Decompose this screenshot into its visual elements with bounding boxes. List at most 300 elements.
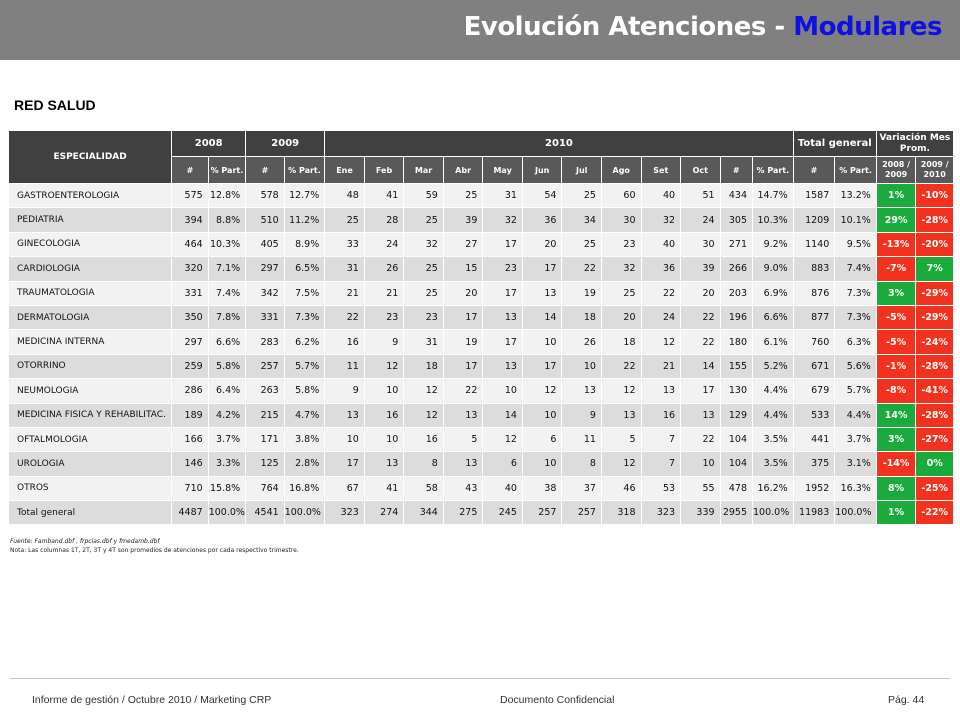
table-row xyxy=(9,354,954,378)
cell-month: 13 xyxy=(443,452,483,476)
cell-variation-v2: -28% xyxy=(916,208,954,232)
cell-month: 23 xyxy=(364,305,404,329)
cell-variation-v2: -25% xyxy=(916,476,954,500)
cell-n2009: 342 xyxy=(246,281,285,305)
cell-month: 20 xyxy=(522,232,562,256)
col-month-feb: Feb xyxy=(364,157,404,184)
row-especialidad: NEUMOLOGIA xyxy=(9,379,172,403)
cell-n2010: 130 xyxy=(720,379,752,403)
cell-variation-v2: -24% xyxy=(916,330,954,354)
cell-ptot: 3.7% xyxy=(835,427,877,451)
cell-p2009: 11.2% xyxy=(284,208,325,232)
cell-n2008: 575 xyxy=(172,184,208,208)
col-especialidad: ESPECIALIDAD xyxy=(9,131,172,184)
cell-p2008: 3.7% xyxy=(208,427,246,451)
cell-month: 5 xyxy=(443,427,483,451)
cell-p2010: 3.5% xyxy=(753,452,794,476)
cell-p2009: 12.7% xyxy=(284,184,325,208)
cell-n2010: 155 xyxy=(720,354,752,378)
cell-p2009: 7.3% xyxy=(284,305,325,329)
cell-ptot: 5.6% xyxy=(835,354,877,378)
cell-p2009: 5.7% xyxy=(284,354,325,378)
cell-month: 46 xyxy=(601,476,641,500)
cell-variation-v1: -14% xyxy=(876,452,916,476)
cell-month: 25 xyxy=(562,232,602,256)
col-month-ago: Ago xyxy=(601,157,641,184)
cell-ptot: 7.3% xyxy=(835,305,877,329)
cell-month: 323 xyxy=(641,501,681,525)
cell-month: 10 xyxy=(681,452,721,476)
cell-month: 257 xyxy=(562,501,602,525)
cell-ptot: 13.2% xyxy=(835,184,877,208)
col-pct-2010: % Part. xyxy=(753,157,794,184)
cell-month: 275 xyxy=(443,501,483,525)
cell-month: 10 xyxy=(562,354,602,378)
table-row xyxy=(9,452,954,476)
cell-month: 22 xyxy=(562,257,602,281)
cell-tot: 533 xyxy=(793,403,835,427)
cell-month: 36 xyxy=(522,208,562,232)
cell-month: 22 xyxy=(601,354,641,378)
cell-month: 19 xyxy=(443,330,483,354)
cell-p2010: 6.6% xyxy=(753,305,794,329)
cell-month: 12 xyxy=(483,427,523,451)
cell-month: 36 xyxy=(641,257,681,281)
cell-ptot: 5.7% xyxy=(835,379,877,403)
table-row xyxy=(9,427,954,451)
cell-p2009: 6.2% xyxy=(284,330,325,354)
cell-n2010: 305 xyxy=(720,208,752,232)
cell-month: 54 xyxy=(522,184,562,208)
col-var-2009-2010: 2009 / 2010 xyxy=(916,157,954,184)
cell-month: 10 xyxy=(325,427,365,451)
col-pct-2009: % Part. xyxy=(284,157,325,184)
cell-month: 22 xyxy=(443,379,483,403)
header-row-1 xyxy=(9,131,954,157)
cell-month: 10 xyxy=(522,330,562,354)
cell-month: 13 xyxy=(443,403,483,427)
cell-month: 23 xyxy=(483,257,523,281)
cell-n2009: 283 xyxy=(246,330,285,354)
col-var-2008-2009: 2008 / 2009 xyxy=(876,157,916,184)
cell-variation-v2: 0% xyxy=(916,452,954,476)
cell-p2010: 6.1% xyxy=(753,330,794,354)
cell-variation-v1: 3% xyxy=(876,281,916,305)
cell-p2008: 3.3% xyxy=(208,452,246,476)
row-especialidad: MEDICINA INTERNA xyxy=(9,330,172,354)
cell-month: 23 xyxy=(601,232,641,256)
row-especialidad: DERMATOLOGIA xyxy=(9,305,172,329)
cell-month: 11 xyxy=(562,427,602,451)
cell-month: 9 xyxy=(325,379,365,403)
cell-month: 48 xyxy=(325,184,365,208)
cell-month: 24 xyxy=(681,208,721,232)
cell-n2008: 259 xyxy=(172,354,208,378)
cell-month: 51 xyxy=(681,184,721,208)
cell-month: 26 xyxy=(562,330,602,354)
cell-month: 17 xyxy=(325,452,365,476)
cell-n2010: 2955 xyxy=(720,501,752,525)
row-especialidad: UROLOGIA xyxy=(9,452,172,476)
row-especialidad: OFTALMOLOGIA xyxy=(9,427,172,451)
cell-month: 6 xyxy=(483,452,523,476)
cell-month: 26 xyxy=(364,257,404,281)
table-row xyxy=(9,305,954,329)
table-row xyxy=(9,476,954,500)
cell-n2008: 4487 xyxy=(172,501,208,525)
row-especialidad: MEDICINA FISICA Y REHABILITAC. xyxy=(9,403,172,427)
table-row xyxy=(9,208,954,232)
cell-month: 14 xyxy=(681,354,721,378)
title-main: Evolución Atenciones - xyxy=(463,12,794,42)
cell-n2009: 4541 xyxy=(246,501,285,525)
cell-variation-v2: -20% xyxy=(916,232,954,256)
cell-n2010: 104 xyxy=(720,452,752,476)
cell-tot: 1209 xyxy=(793,208,835,232)
cell-tot: 877 xyxy=(793,305,835,329)
cell-month: 59 xyxy=(404,184,444,208)
title-accent: Modulares xyxy=(793,12,942,42)
cell-variation-v2: -29% xyxy=(916,305,954,329)
cell-month: 14 xyxy=(483,403,523,427)
cell-month: 14 xyxy=(522,305,562,329)
cell-n2009: 171 xyxy=(246,427,285,451)
cell-ptot: 7.4% xyxy=(835,257,877,281)
cell-month: 16 xyxy=(404,427,444,451)
cell-month: 12 xyxy=(601,452,641,476)
cell-p2009: 8.9% xyxy=(284,232,325,256)
cell-month: 31 xyxy=(325,257,365,281)
cell-p2008: 6.4% xyxy=(208,379,246,403)
cell-n2008: 350 xyxy=(172,305,208,329)
cell-variation-v1: 1% xyxy=(876,501,916,525)
cell-ptot: 6.3% xyxy=(835,330,877,354)
cell-month: 7 xyxy=(641,427,681,451)
cell-n2010: 180 xyxy=(720,330,752,354)
cell-variation-v1: -5% xyxy=(876,330,916,354)
footer-left: Informe de gestión / Octubre 2010 / Marketing CRP xyxy=(32,694,272,706)
table-row xyxy=(9,281,954,305)
cell-month: 257 xyxy=(522,501,562,525)
cell-month: 39 xyxy=(681,257,721,281)
cell-ptot: 3.1% xyxy=(835,452,877,476)
cell-n2008: 166 xyxy=(172,427,208,451)
cell-month: 25 xyxy=(404,257,444,281)
cell-month: 8 xyxy=(404,452,444,476)
cell-variation-v2: -41% xyxy=(916,379,954,403)
cell-n2010: 104 xyxy=(720,427,752,451)
cell-tot: 1952 xyxy=(793,476,835,500)
cell-n2010: 271 xyxy=(720,232,752,256)
row-especialidad: CARDIOLOGIA xyxy=(9,257,172,281)
row-especialidad: PEDIATRIA xyxy=(9,208,172,232)
cell-month: 17 xyxy=(443,354,483,378)
cell-tot: 876 xyxy=(793,281,835,305)
cell-month: 25 xyxy=(404,281,444,305)
cell-month: 27 xyxy=(443,232,483,256)
footer-center: Documento Confidencial xyxy=(500,694,615,706)
cell-month: 15 xyxy=(443,257,483,281)
col-hash-2010: # xyxy=(720,157,752,184)
cell-n2008: 710 xyxy=(172,476,208,500)
cell-variation-v1: -5% xyxy=(876,305,916,329)
cell-month: 12 xyxy=(601,379,641,403)
col-2009: 2009 xyxy=(246,131,325,157)
cell-variation-v1: -8% xyxy=(876,379,916,403)
col-month-jul: Jul xyxy=(562,157,602,184)
col-month-may: May xyxy=(483,157,523,184)
cell-n2009: 263 xyxy=(246,379,285,403)
cell-p2010: 10.3% xyxy=(753,208,794,232)
cell-variation-v2: -28% xyxy=(916,354,954,378)
cell-month: 31 xyxy=(483,184,523,208)
cell-p2008: 6.6% xyxy=(208,330,246,354)
row-especialidad: GINECOLOGIA xyxy=(9,232,172,256)
cell-month: 20 xyxy=(601,305,641,329)
cell-variation-v2: 7% xyxy=(916,257,954,281)
cell-month: 17 xyxy=(522,354,562,378)
cell-month: 10 xyxy=(522,452,562,476)
cell-n2010: 196 xyxy=(720,305,752,329)
cell-p2010: 4.4% xyxy=(753,403,794,427)
cell-month: 22 xyxy=(325,305,365,329)
cell-n2009: 578 xyxy=(246,184,285,208)
cell-month: 22 xyxy=(641,281,681,305)
cell-month: 13 xyxy=(522,281,562,305)
cell-variation-v2: -10% xyxy=(916,184,954,208)
col-hash-2009: # xyxy=(246,157,285,184)
cell-month: 17 xyxy=(483,281,523,305)
cell-month: 18 xyxy=(562,305,602,329)
cell-p2008: 7.8% xyxy=(208,305,246,329)
cell-variation-v1: 1% xyxy=(876,184,916,208)
cell-month: 13 xyxy=(364,452,404,476)
cell-variation-v1: -7% xyxy=(876,257,916,281)
cell-month: 30 xyxy=(681,232,721,256)
cell-n2009: 510 xyxy=(246,208,285,232)
cell-variation-v2: -29% xyxy=(916,281,954,305)
cell-p2008: 8.8% xyxy=(208,208,246,232)
col-2008: 2008 xyxy=(172,131,246,157)
cell-n2008: 331 xyxy=(172,281,208,305)
cell-ptot: 7.3% xyxy=(835,281,877,305)
attendance-table xyxy=(8,130,954,525)
cell-p2009: 4.7% xyxy=(284,403,325,427)
cell-p2010: 9.2% xyxy=(753,232,794,256)
cell-n2008: 464 xyxy=(172,232,208,256)
cell-month: 13 xyxy=(483,354,523,378)
cell-month: 16 xyxy=(641,403,681,427)
cell-month: 6 xyxy=(522,427,562,451)
table-row xyxy=(9,257,954,281)
cell-ptot: 9.5% xyxy=(835,232,877,256)
cell-n2008: 146 xyxy=(172,452,208,476)
cell-p2009: 16.8% xyxy=(284,476,325,500)
cell-p2010: 6.9% xyxy=(753,281,794,305)
page-number: Pág. 44 xyxy=(888,694,925,706)
col-variacion: Variación Mes Prom. xyxy=(876,131,953,157)
cell-month: 40 xyxy=(641,232,681,256)
cell-p2010: 4.4% xyxy=(753,379,794,403)
cell-p2008: 7.4% xyxy=(208,281,246,305)
cell-p2010: 9.0% xyxy=(753,257,794,281)
cell-tot: 441 xyxy=(793,427,835,451)
cell-n2008: 189 xyxy=(172,403,208,427)
cell-month: 22 xyxy=(681,427,721,451)
cell-n2009: 215 xyxy=(246,403,285,427)
cell-month: 24 xyxy=(364,232,404,256)
cell-month: 22 xyxy=(681,305,721,329)
cell-variation-v2: -27% xyxy=(916,427,954,451)
cell-variation-v1: 8% xyxy=(876,476,916,500)
cell-variation-v2: -22% xyxy=(916,501,954,525)
cell-tot: 11983 xyxy=(793,501,835,525)
header-bar xyxy=(0,0,960,60)
cell-month: 13 xyxy=(483,305,523,329)
cell-month: 40 xyxy=(483,476,523,500)
cell-month: 12 xyxy=(404,379,444,403)
cell-p2009: 3.8% xyxy=(284,427,325,451)
row-especialidad: Total general xyxy=(9,501,172,525)
cell-p2010: 14.7% xyxy=(753,184,794,208)
row-especialidad: OTROS xyxy=(9,476,172,500)
col-month-set: Set xyxy=(641,157,681,184)
cell-tot: 1587 xyxy=(793,184,835,208)
footer-divider xyxy=(10,678,950,679)
section-subtitle: RED SALUD xyxy=(14,97,96,113)
cell-month: 22 xyxy=(681,330,721,354)
cell-n2008: 394 xyxy=(172,208,208,232)
cell-month: 18 xyxy=(404,354,444,378)
row-especialidad: OTORRINO xyxy=(9,354,172,378)
col-month-oct: Oct xyxy=(681,157,721,184)
cell-month: 25 xyxy=(443,184,483,208)
cell-ptot: 10.1% xyxy=(835,208,877,232)
col-hash-total: # xyxy=(793,157,835,184)
cell-month: 67 xyxy=(325,476,365,500)
cell-p2009: 7.5% xyxy=(284,281,325,305)
notes xyxy=(10,537,299,555)
table-row xyxy=(9,330,954,354)
cell-tot: 679 xyxy=(793,379,835,403)
cell-p2008: 10.3% xyxy=(208,232,246,256)
cell-month: 10 xyxy=(364,379,404,403)
cell-month: 17 xyxy=(483,330,523,354)
table-row xyxy=(9,184,954,208)
cell-month: 39 xyxy=(443,208,483,232)
col-month-ene: Ene xyxy=(325,157,365,184)
cell-month: 17 xyxy=(443,305,483,329)
cell-p2009: 6.5% xyxy=(284,257,325,281)
cell-month: 41 xyxy=(364,476,404,500)
cell-n2009: 257 xyxy=(246,354,285,378)
cell-month: 43 xyxy=(443,476,483,500)
cell-month: 245 xyxy=(483,501,523,525)
cell-month: 7 xyxy=(641,452,681,476)
cell-month: 339 xyxy=(681,501,721,525)
cell-month: 53 xyxy=(641,476,681,500)
cell-tot: 1140 xyxy=(793,232,835,256)
cell-p2009: 100.0% xyxy=(284,501,325,525)
cell-month: 16 xyxy=(325,330,365,354)
cell-month: 12 xyxy=(404,403,444,427)
cell-month: 20 xyxy=(681,281,721,305)
cell-month: 25 xyxy=(325,208,365,232)
cell-month: 28 xyxy=(364,208,404,232)
cell-month: 25 xyxy=(404,208,444,232)
cell-month: 17 xyxy=(681,379,721,403)
cell-n2009: 125 xyxy=(246,452,285,476)
cell-month: 344 xyxy=(404,501,444,525)
note-nota: Nota: Las columnas 1T, 2T, 3T y 4T son promedios de atenciones por cada respectivo trimestre. xyxy=(10,547,299,554)
cell-ptot: 16.3% xyxy=(835,476,877,500)
cell-month: 12 xyxy=(364,354,404,378)
cell-month: 10 xyxy=(483,379,523,403)
cell-p2008: 7.1% xyxy=(208,257,246,281)
cell-n2009: 297 xyxy=(246,257,285,281)
cell-month: 13 xyxy=(325,403,365,427)
cell-variation-v1: -13% xyxy=(876,232,916,256)
cell-month: 33 xyxy=(325,232,365,256)
cell-month: 25 xyxy=(601,281,641,305)
cell-n2009: 331 xyxy=(246,305,285,329)
note-fuente: Fuente: Famband.dbf , frpcias.dbf y fmedamb.dbf xyxy=(10,538,160,545)
cell-month: 58 xyxy=(404,476,444,500)
cell-month: 9 xyxy=(364,330,404,354)
cell-month: 32 xyxy=(483,208,523,232)
table-body xyxy=(9,184,954,525)
cell-variation-v2: -28% xyxy=(916,403,954,427)
cell-month: 8 xyxy=(562,452,602,476)
cell-p2010: 16.2% xyxy=(753,476,794,500)
cell-p2008: 12.8% xyxy=(208,184,246,208)
cell-month: 13 xyxy=(601,403,641,427)
cell-month: 38 xyxy=(522,476,562,500)
cell-tot: 375 xyxy=(793,452,835,476)
col-hash-2008: # xyxy=(172,157,208,184)
cell-variation-v1: 14% xyxy=(876,403,916,427)
cell-month: 37 xyxy=(562,476,602,500)
cell-month: 10 xyxy=(522,403,562,427)
cell-month: 9 xyxy=(562,403,602,427)
cell-month: 34 xyxy=(562,208,602,232)
cell-month: 21 xyxy=(325,281,365,305)
cell-tot: 883 xyxy=(793,257,835,281)
cell-month: 12 xyxy=(522,379,562,403)
cell-month: 18 xyxy=(601,330,641,354)
cell-p2010: 5.2% xyxy=(753,354,794,378)
cell-month: 323 xyxy=(325,501,365,525)
table-row xyxy=(9,379,954,403)
table-row xyxy=(9,403,954,427)
cell-month: 24 xyxy=(641,305,681,329)
table-row xyxy=(9,232,954,256)
cell-month: 274 xyxy=(364,501,404,525)
cell-month: 17 xyxy=(522,257,562,281)
cell-month: 10 xyxy=(364,427,404,451)
cell-p2008: 15.8% xyxy=(208,476,246,500)
cell-month: 32 xyxy=(601,257,641,281)
table-row xyxy=(9,501,954,525)
cell-month: 60 xyxy=(601,184,641,208)
cell-n2010: 478 xyxy=(720,476,752,500)
cell-month: 13 xyxy=(681,403,721,427)
cell-p2008: 5.8% xyxy=(208,354,246,378)
col-month-abr: Abr xyxy=(443,157,483,184)
cell-n2008: 297 xyxy=(172,330,208,354)
cell-month: 21 xyxy=(641,354,681,378)
cell-ptot: 100.0% xyxy=(835,501,877,525)
